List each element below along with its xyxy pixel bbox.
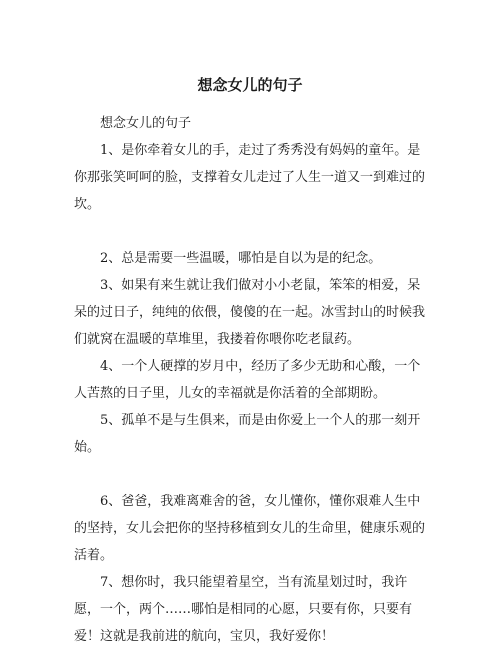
document-title: 想念女儿的句子	[197, 76, 303, 94]
paragraph-1: 1、是你牵着女儿的手，走过了秀秀没有妈妈的童年。是你那张笑呵呵的脸，支撑着女儿走过了人生一道又一到难过的坎。	[74, 143, 426, 212]
paragraph-4: 4、一个人硬撑的岁月中，经历了多少无助和心酸，一个人苦熬的日子里，儿女的幸福就是你活着的全部期盼。	[74, 359, 421, 401]
paragraph-6: 6、爸爸，我难离难舍的爸，女儿懂你，懂你艰难人生中的坚持，女儿会把你的坚持移植到女儿的生命里，健康乐观的活着。	[74, 494, 426, 563]
paragraph-3: 3、如果有来生就让我们做对小小老鼠，笨笨的相爱，呆呆的过日子，纯纯的依偎，傻傻的在一起。冰雪封山的时候我们就窝在温暖的草堆里，我搂着你喂你吃老鼠药。	[74, 278, 426, 347]
document-body	[74, 110, 430, 650]
paragraph-5: 5、孤单不是与生俱来，而是由你爱上一个人的那一刻开始。	[74, 413, 421, 455]
paragraph-7: 7、想你时，我只能望着星空，当有流星划过时，我许愿，一个，两个……哪怕是相同的心愿，只要有你，只要有爱！这就是我前进的航向，宝贝，我好爱你！	[74, 575, 413, 644]
paragraph-2: 2、总是需要一些温暖，哪怕是自以为是的纪念。	[100, 251, 382, 266]
paragraph-heading: 想念女儿的句子	[100, 116, 192, 131]
